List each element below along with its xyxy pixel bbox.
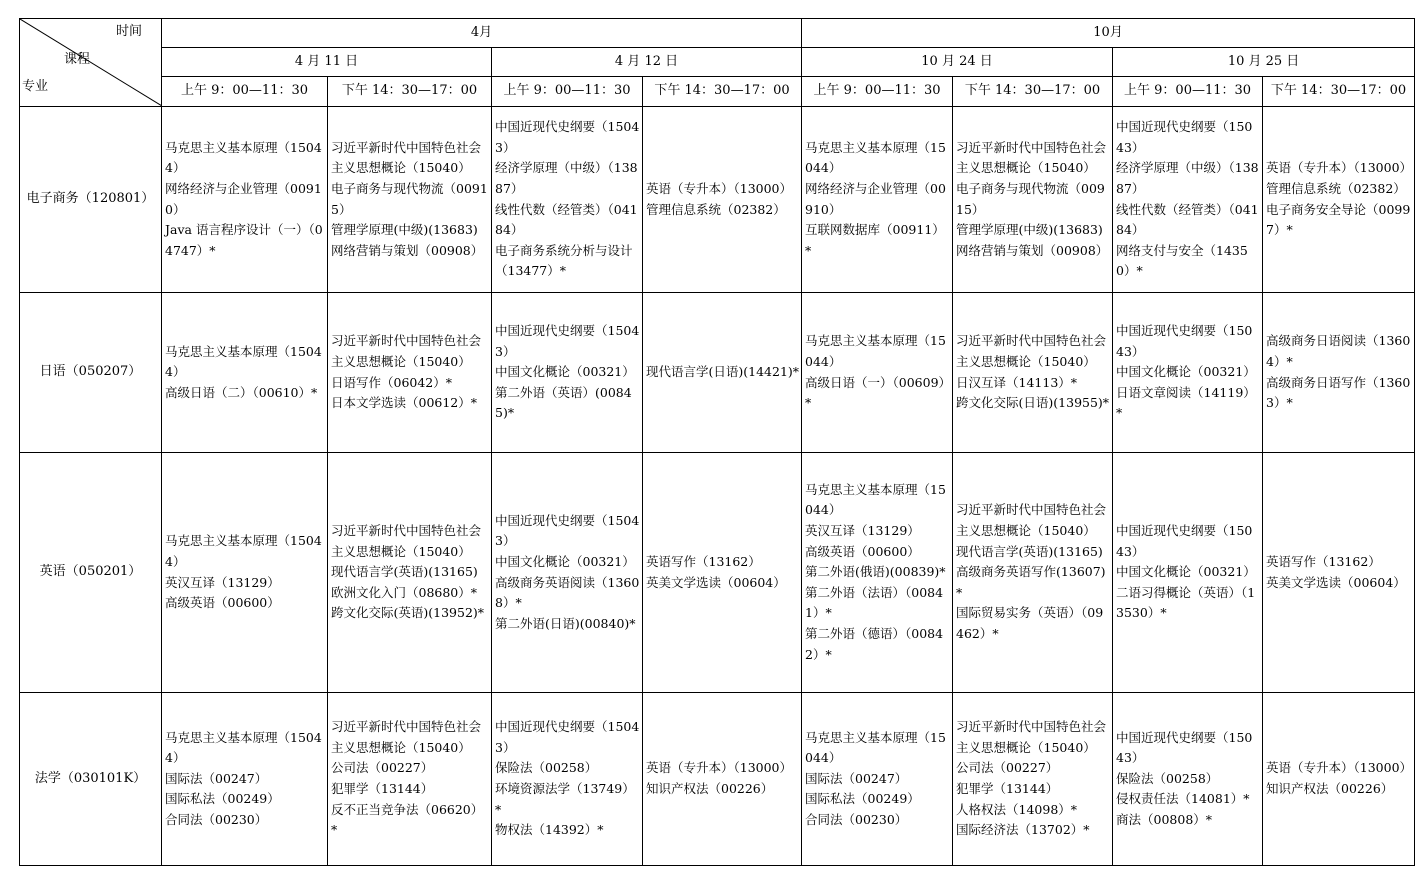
course-entry: Java 语言程序设计（一）（04747）* <box>165 222 323 258</box>
corner-header <box>20 19 162 107</box>
course-entry: 习近平新时代中国特色社会主义思想概论（15040） <box>331 139 482 176</box>
course-entry: 反不正当竞争法（06620）* <box>331 801 484 838</box>
course-entry: 中国近现代史纲要（15043） <box>495 119 640 155</box>
schedule-cell <box>1113 693 1263 866</box>
session-header: 下午 14：30—17：00 <box>643 77 802 107</box>
course-entry: 现代语言学(英语)(13165) <box>956 543 1103 559</box>
table-row <box>20 293 1415 453</box>
schedule-cell <box>643 693 802 866</box>
table-row <box>20 453 1415 693</box>
course-entry: 网络支付与安全（14350）* <box>1116 242 1248 279</box>
table-row <box>20 693 1415 866</box>
course-entry: 跨文化交际(英语)(13952)* <box>331 605 485 621</box>
course-entry: 习近平新时代中国特色社会主义思想概论（15040） <box>956 719 1107 755</box>
schedule-cell <box>328 453 492 693</box>
course-entry: 英汉互译（13129） <box>165 574 280 590</box>
course-entry: 中国近现代史纲要（15043） <box>1116 523 1253 559</box>
schedule-cell <box>802 293 953 453</box>
corner-course-label: 课程 <box>64 52 91 67</box>
course-entry: 物权法（14392）* <box>495 822 604 838</box>
date-header: 4 月 12 日 <box>492 48 802 77</box>
course-entry: 侵权责任法（14081）* <box>1116 791 1250 807</box>
course-entry: 习近平新时代中国特色社会主义思想概论（15040） <box>331 719 482 755</box>
schedule-cell <box>1113 293 1263 453</box>
course-entry: 电子商务与现代物流（00915） <box>956 180 1105 217</box>
course-entry: 欧洲文化入门（08680）* <box>331 584 478 600</box>
course-entry: 线性代数（经管类）（04184） <box>495 201 638 238</box>
schedule-cell <box>328 693 492 866</box>
course-entry: 网络经济与企业管理（00910） <box>165 180 322 217</box>
course-entry: 商法（00808）* <box>1116 811 1213 827</box>
course-entry: 公司法（00227） <box>956 760 1059 776</box>
course-entry: 习近平新时代中国特色社会主义思想概论（15040） <box>956 502 1107 539</box>
course-entry: 国际法（00247） <box>805 770 908 786</box>
course-entry: 习近平新时代中国特色社会主义思想概论（15040） <box>956 139 1107 176</box>
course-entry: 管理信息系统（02382） <box>646 201 786 217</box>
corner-major-label: 专业 <box>22 79 49 94</box>
session-header: 上午 9：00—11：30 <box>162 77 328 107</box>
schedule-cell <box>802 453 953 693</box>
course-entry: 日语文章阅读（14119）* <box>1116 384 1256 421</box>
course-entry: 中国近现代史纲要（15043） <box>1116 119 1253 155</box>
course-entry: 管理信息系统（02382） <box>1266 180 1406 196</box>
course-entry: 知识产权法（00226） <box>646 781 774 796</box>
schedule-cell <box>162 693 328 866</box>
course-entry: 高级商务英语写作(13607)* <box>956 564 1106 600</box>
course-entry: 跨文化交际(日语)(13955)* <box>956 395 1110 411</box>
course-entry: 电子商务与现代物流（00915） <box>331 180 488 217</box>
schedule-cell <box>1263 293 1415 453</box>
course-entry: 网络营销与策划（00908） <box>956 242 1109 258</box>
schedule-cell <box>1263 107 1415 293</box>
schedule-cell <box>1113 453 1263 693</box>
course-entry: 合同法（00230） <box>165 811 268 827</box>
course-entry: 马克思主义基本原理（15044） <box>165 343 322 380</box>
course-entry: 中国近现代史纲要（15043） <box>495 323 640 359</box>
date-header: 10 月 25 日 <box>1113 48 1415 77</box>
course-entry: 英语（专升本）（13000） <box>646 180 793 196</box>
schedule-cell <box>162 107 328 293</box>
corner-time-label: 时间 <box>116 24 143 39</box>
schedule-cell <box>492 293 643 453</box>
course-entry: 高级英语（00600） <box>165 595 280 611</box>
session-header: 下午 14：30—17：00 <box>953 77 1113 107</box>
course-entry: 第二外语(日语)(00840)* <box>495 615 636 631</box>
course-entry: 英语写作（13162） <box>646 553 761 569</box>
course-entry: 第二外语（英语）(00845)* <box>495 384 632 421</box>
course-entry: 英语写作（13162） <box>1266 553 1381 569</box>
course-entry: 电子商务安全导论（00997）* <box>1266 201 1411 238</box>
course-entry: 中国文化概论（00321） <box>495 364 635 380</box>
course-entry: 马克思主义基本原理（15044） <box>165 139 322 176</box>
schedule-cell <box>492 453 643 693</box>
course-entry: 现代语言学(日语)(14421)* <box>646 364 800 380</box>
date-header: 4 月 11 日 <box>162 48 492 77</box>
course-entry: 管理学原理(中级)(13683) <box>331 222 478 238</box>
course-entry: 网络经济与企业管理（00910） <box>805 180 946 217</box>
schedule-cell <box>162 453 328 693</box>
course-entry: 公司法（00227） <box>331 760 434 776</box>
course-entry: 中国文化概论（00321） <box>1116 564 1256 580</box>
schedule-cell <box>802 107 953 293</box>
table-row <box>20 107 1415 293</box>
session-header: 上午 9：00—11：30 <box>802 77 953 107</box>
course-entry: 国际私法（00249） <box>165 791 280 807</box>
session-header: 下午 14：30—17：00 <box>328 77 492 107</box>
course-entry: 英语（专升本）（13000） <box>1266 760 1413 776</box>
course-entry: 习近平新时代中国特色社会主义思想概论（15040） <box>331 523 482 559</box>
schedule-cell <box>802 693 953 866</box>
major-cell: 法学（030101K） <box>20 693 162 866</box>
session-header: 上午 9：00—11：30 <box>492 77 643 107</box>
schedule-cell <box>643 293 802 453</box>
schedule-cell <box>953 453 1113 693</box>
course-entry: 马克思主义基本原理（15044） <box>805 729 946 766</box>
schedule-cell <box>328 293 492 453</box>
course-entry: 知识产权法（00226） <box>1266 781 1394 796</box>
course-entry: 保险法（00258） <box>495 760 598 776</box>
course-entry: 英语（专升本）（13000） <box>1266 160 1413 176</box>
course-entry: 第二外语（法语）（00841）* <box>805 584 944 621</box>
course-entry: 中国近现代史纲要（15043） <box>495 512 640 549</box>
course-entry: 日汉互译（14113）* <box>956 374 1078 390</box>
major-cell: 日语（050207） <box>20 293 162 453</box>
session-header: 下午 14：30—17：00 <box>1263 77 1415 107</box>
schedule-cell <box>162 293 328 453</box>
course-entry: 第二外语（德语）（00842）* <box>805 625 944 662</box>
exam-schedule <box>19 18 1415 866</box>
major-cell: 英语（050201） <box>20 453 162 693</box>
course-entry: 中国文化概论（00321） <box>495 553 635 569</box>
course-entry: 英美文学选读（00604） <box>646 574 786 590</box>
course-entry: 人格权法（14098）* <box>956 801 1078 817</box>
course-entry: 经济学原理（中级）（13887） <box>1116 160 1259 196</box>
schedule-cell <box>953 293 1113 453</box>
course-entry: 英美文学选读（00604） <box>1266 574 1406 590</box>
course-entry: 英语（专升本）（13000） <box>646 760 793 776</box>
month-october: 10月 <box>802 19 1415 48</box>
course-entry: 互联网数据库（00911）* <box>805 222 945 258</box>
course-entry: 合同法（00230） <box>805 811 908 827</box>
schedule-cell <box>492 107 643 293</box>
course-entry: 习近平新时代中国特色社会主义思想概论（15040） <box>331 333 482 369</box>
course-entry: 国际经济法（13702）* <box>956 822 1090 838</box>
course-entry: 习近平新时代中国特色社会主义思想概论（15040） <box>956 333 1107 369</box>
course-entry: 现代语言学(英语)(13165) <box>331 564 478 580</box>
session-header: 上午 9：00—11：30 <box>1113 77 1263 107</box>
schedule-cell <box>1263 693 1415 866</box>
course-entry: 犯罪学（13144） <box>956 781 1059 796</box>
course-entry: 高级商务日语阅读（13604）* <box>1266 333 1411 369</box>
course-entry: 中国近现代史纲要（15043） <box>1116 729 1253 766</box>
course-entry: 马克思主义基本原理（15044） <box>165 729 322 766</box>
course-entry: 马克思主义基本原理（15044） <box>805 333 946 369</box>
course-entry: 网络营销与策划（00908） <box>331 242 484 258</box>
course-entry: 日语写作（06042）* <box>331 374 453 390</box>
course-entry: 犯罪学（13144） <box>331 781 434 796</box>
course-entry: 二语习得概论（英语）（13530）* <box>1116 584 1256 621</box>
course-entry: 国际贸易实务（英语）（09462）* <box>956 605 1104 641</box>
course-entry: 高级英语（00600） <box>805 543 920 559</box>
course-entry: 中国文化概论（00321） <box>1116 364 1256 380</box>
schedule-cell <box>1113 107 1263 293</box>
course-entry: 第二外语(俄语)(00839)* <box>805 564 946 580</box>
schedule-cell <box>328 107 492 293</box>
course-entry: 中国近现代史纲要（15043） <box>1116 323 1253 359</box>
course-entry: 线性代数（经管类）（04184） <box>1116 201 1259 238</box>
schedule-cell <box>643 107 802 293</box>
course-entry: 环境资源法学（13749）* <box>495 781 635 817</box>
schedule-cell <box>953 107 1113 293</box>
course-entry: 国际私法（00249） <box>805 791 920 807</box>
schedule-cell <box>492 693 643 866</box>
course-entry: 高级商务英语阅读（13608）* <box>495 574 640 611</box>
course-entry: 中国近现代史纲要（15043） <box>495 719 640 755</box>
schedule-table <box>19 18 1415 866</box>
course-entry: 英汉互译（13129） <box>805 523 920 539</box>
course-entry: 高级日语（一）（00609）* <box>805 374 945 411</box>
course-entry: 经济学原理（中级）（13887） <box>495 160 638 196</box>
schedule-cell <box>953 693 1113 866</box>
date-header: 10 月 24 日 <box>802 48 1113 77</box>
schedule-cell <box>643 453 802 693</box>
course-entry: 管理学原理(中级)(13683) <box>956 222 1103 238</box>
course-entry: 保险法（00258） <box>1116 770 1219 786</box>
schedule-cell <box>1263 453 1415 693</box>
course-entry: 高级商务日语写作（13603）* <box>1266 374 1411 411</box>
course-entry: 马克思主义基本原理（15044） <box>165 533 322 569</box>
course-entry: 电子商务系统分析与设计（13477）* <box>495 242 633 279</box>
course-entry: 日本文学选读（00612）* <box>331 395 478 411</box>
major-cell: 电子商务（120801） <box>20 107 162 293</box>
month-april: 4月 <box>162 19 802 48</box>
course-entry: 马克思主义基本原理（15044） <box>805 481 946 518</box>
course-entry: 国际法（00247） <box>165 770 268 786</box>
course-entry: 马克思主义基本原理（15044） <box>805 139 946 176</box>
course-entry: 高级日语（二）（00610）* <box>165 384 318 400</box>
